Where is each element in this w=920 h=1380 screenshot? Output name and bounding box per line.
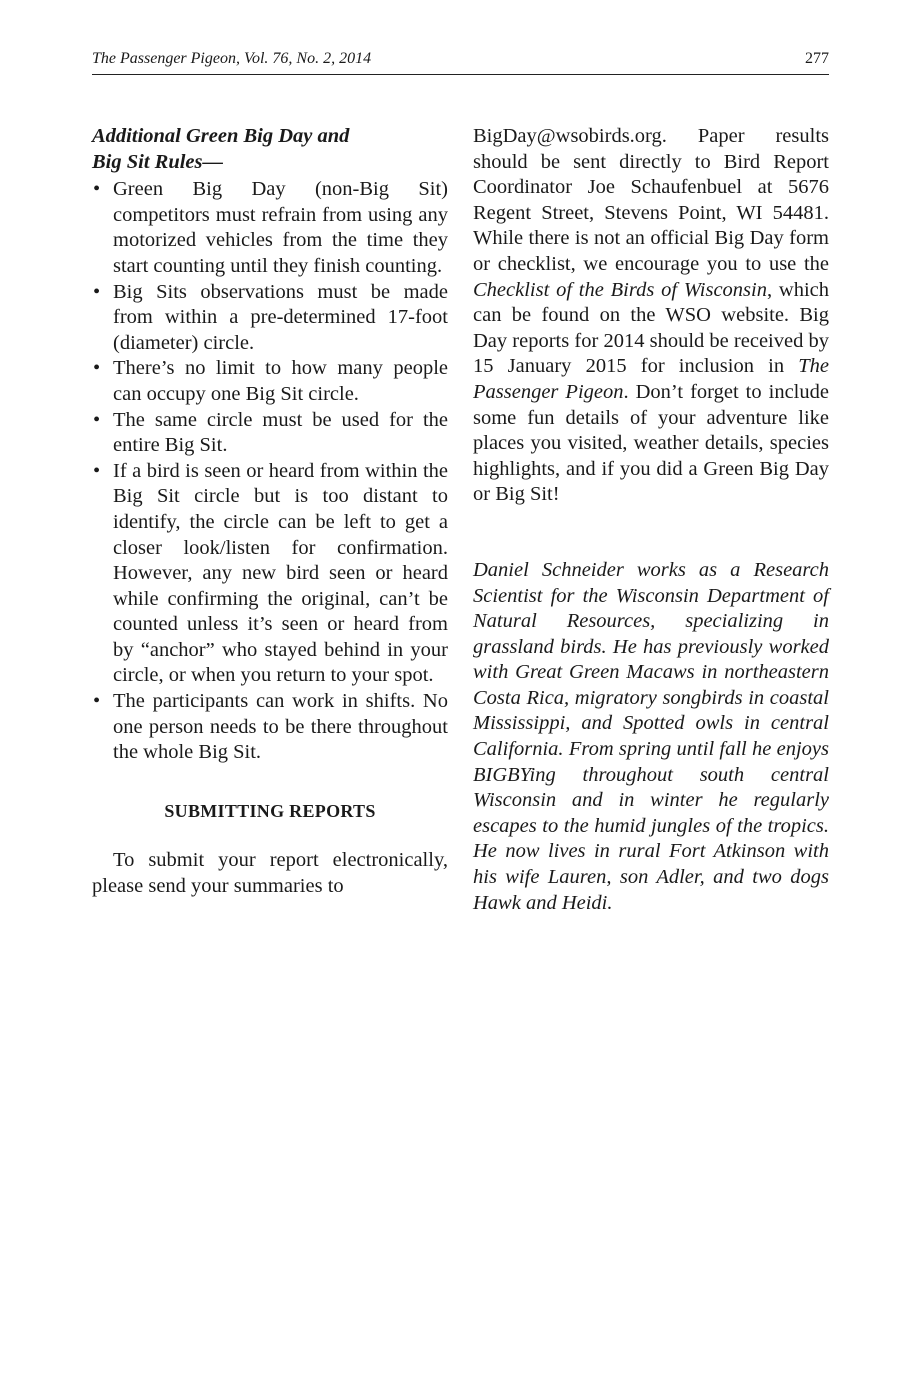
page-number: 277 (805, 50, 829, 67)
rules-heading (92, 124, 448, 175)
submitting-paragraph-continued (473, 124, 829, 508)
list-item (92, 356, 448, 407)
rule-text: If a bird is seen or heard from within the Big Sit circle but is too distant to identify, the circle can be left to get a closer look/listen for confirmation. However, any new bird seen or heard while confirming the original, can’t be counted unless it’s seen or heard from by “anchor” who stayed behind in your circle, or when you return to your spot. (113, 459, 448, 687)
submitting-paragraph-start: To submit your report electronically, please send your summaries to (92, 849, 448, 898)
running-header (92, 48, 829, 75)
rule-text: Big Sits observations must be made from within a pre-determined 17-foot (diameter) circle. (113, 280, 448, 354)
submitting-text-2: , which can be found on the WSO website. Big Day reports for 2014 should be received by 15 January 2015 for inclusion in (473, 278, 829, 378)
list-item (92, 280, 448, 357)
author-bio: Daniel Schneider works as a Research Scientist for the Wisconsin Department of Natural Resources, specializing in grassland birds. He has previously worked with Great Green Macaws in northeastern Costa Rica, migratory songbirds in coastal Mississippi, and Spotted owls in central California. From spring until fall he enjoys BIGBYing throughout south central Wisconsin and in winter he regularly escapes to the humid jungles of the tropics. He now lives in rural Fort Atkinson with his wife Lauren, son Adler, and two dogs Hawk and Heidi. (473, 558, 829, 914)
submitting-text-3: . Don’t forget to include some fun details of your adventure like places you visited, weather details, species highlights, and if you did a Green Big Day or Big Sit! (473, 380, 829, 506)
rule-text: Green Big Day (non-Big Sit) competitors must refrain from using any motorized vehicles from the time they start counting until they finish counting. (113, 178, 448, 277)
bullet-icon: • (93, 178, 101, 201)
checklist-title: Checklist of the Birds of Wisconsin (473, 278, 767, 301)
right-column (473, 124, 829, 916)
bullet-icon: • (93, 357, 101, 380)
bullet-icon: • (93, 459, 101, 482)
list-item (92, 177, 448, 279)
journal-title: The Passenger Pigeon (473, 355, 829, 403)
bullet-icon: • (93, 408, 101, 431)
submitting-text-1: BigDay@wsobirds.org. Paper results should be sent directly to Bird Report Coordinator Joe Schaufenbuel at 5676 Regent Street, Stevens Point, WI 54481. While there is not an official Big Day form or checklist, we encourage you to use the (473, 125, 829, 275)
rule-text: The same circle must be used for the entire Big Sit. (113, 408, 448, 457)
left-column (92, 124, 448, 900)
rule-text: The participants can work in shifts. No one person needs to be there throughout the whole Big Sit. (113, 690, 448, 764)
bullet-icon: • (93, 280, 101, 303)
bullet-icon: • (93, 690, 101, 713)
journal-citation: The Passenger Pigeon, Vol. 76, No. 2, 2014 (92, 50, 372, 67)
rule-text: There’s no limit to how many people can occupy one Big Sit circle. (113, 357, 448, 405)
rules-heading-line1: Additional Green Big Day and (92, 125, 350, 147)
section-heading-submitting: SUBMITTING REPORTS (164, 800, 376, 821)
list-item (92, 408, 448, 459)
list-item (92, 459, 448, 689)
list-item (92, 689, 448, 766)
rules-heading-line2: Big Sit Rules— (92, 150, 224, 173)
rules-list (92, 177, 448, 766)
